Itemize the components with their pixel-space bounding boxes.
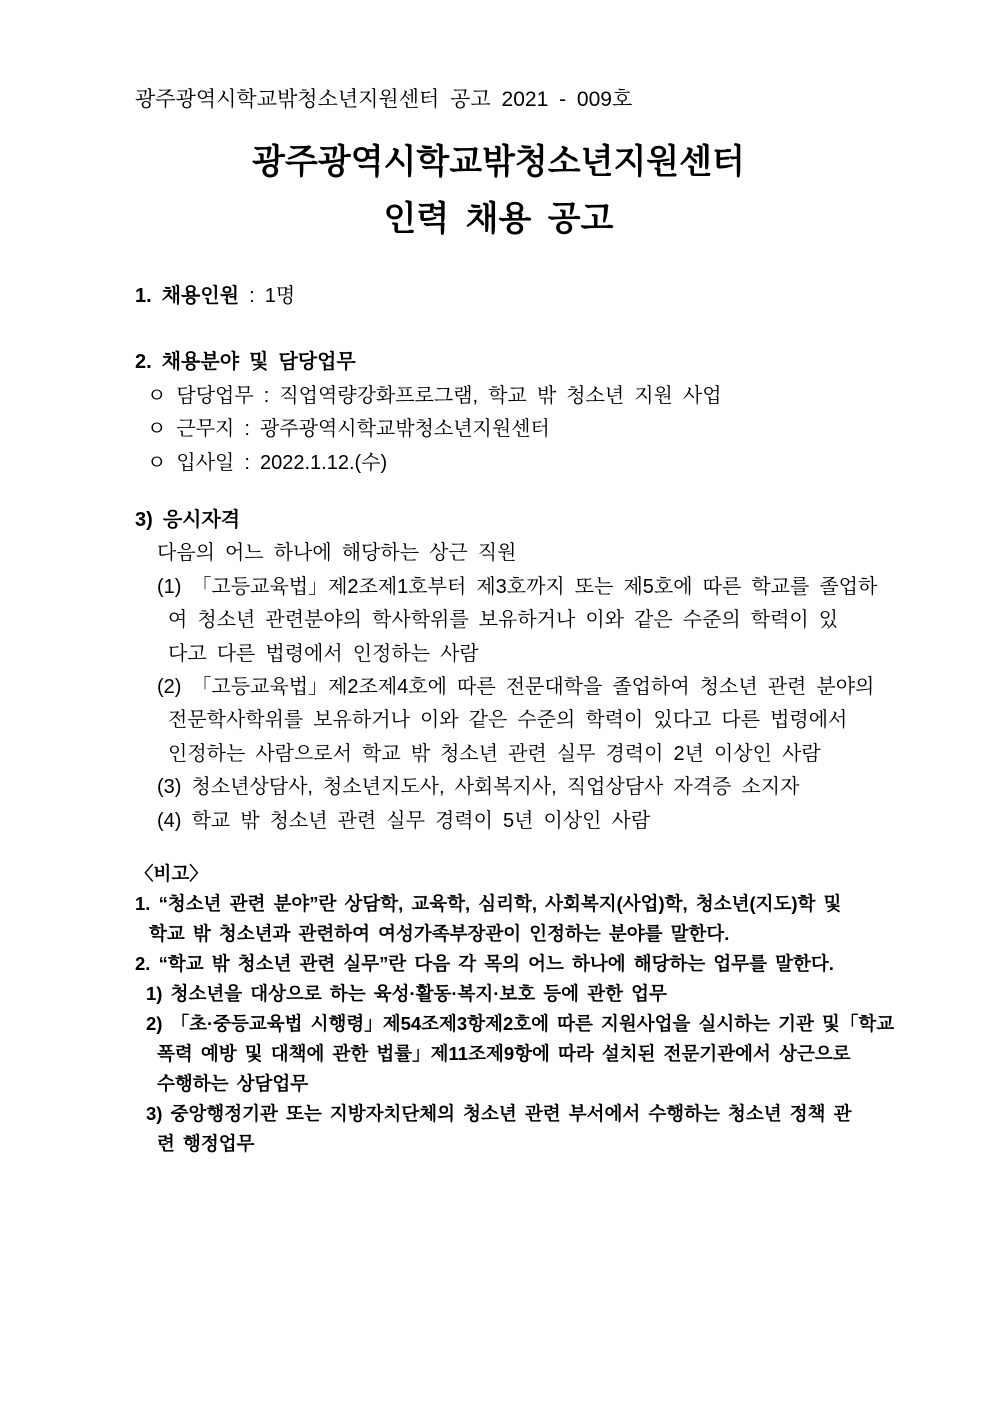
duty-item bbox=[135, 380, 862, 413]
text-segment: 여 청소년 관련분야의 학사학위를 보유하거나 이와 같은 수준의 학력이 있 bbox=[168, 609, 839, 632]
remarks-item-2-sub-2-line bbox=[135, 1009, 895, 1039]
remarks-item-2-line bbox=[135, 949, 862, 979]
qualification-intro bbox=[135, 537, 862, 570]
text-segment: (3) 청소년상담사, 청소년지도사, 사회복지사, 직업상담사 자격증 소지자 bbox=[157, 776, 800, 799]
text-segment: (4) 학교 밖 청소년 관련 실무 경력이 5년 이상인 사람 bbox=[157, 809, 651, 832]
recruit-count-heading bbox=[135, 280, 862, 313]
doc-title-line1: 광주광역시학교밖청소년지원센터 bbox=[252, 143, 745, 181]
qualification-item-1 bbox=[135, 571, 878, 671]
text-segment: (2) 「고등교육법」제2조제4호에 따른 전문대학을 졸업하여 청소년 관련 분야의 bbox=[157, 676, 875, 699]
remarks-item-2-sub-2-line bbox=[135, 1039, 862, 1069]
doc-title-line2: 인력 채용 공고 bbox=[383, 200, 614, 238]
text-segment: 련 행정업무 bbox=[157, 1133, 255, 1155]
text-segment: ㅇ 근무지 : 광주광역시학교밖청소년지원센터 bbox=[147, 418, 550, 441]
qualification-item-2-line bbox=[135, 704, 862, 737]
recruit-field-heading bbox=[135, 346, 862, 379]
text-segment: 2. “학교 밖 청소년 관련 실무”란 다음 각 목의 어느 하나에 해당하는 업무를 말한다. bbox=[135, 953, 834, 975]
remarks-item-2-sub-3-line bbox=[135, 1099, 862, 1129]
text-segment: (1) 「고등교육법」제2조제1호부터 제3호까지 또는 제5호에 따른 학교를 졸업하 bbox=[157, 575, 878, 598]
doc-body bbox=[135, 280, 895, 1159]
text-segment: 다고 다른 법령에서 인정하는 사람 bbox=[168, 642, 479, 665]
qualification-item-2-line bbox=[135, 738, 862, 771]
qualification-item-1-line bbox=[135, 571, 878, 604]
recruit-count-heading-line bbox=[135, 280, 862, 313]
qualification-heading-line bbox=[135, 504, 862, 537]
remarks-item-2-sub-1 bbox=[135, 979, 862, 1009]
text-segment: 인정하는 사람으로서 학교 밖 청소년 관련 실무 경력이 2년 이상인 사람 bbox=[168, 742, 821, 765]
text-segment: 1. 채용인원 bbox=[135, 285, 240, 307]
text-segment: 폭력 예방 및 대책에 관한 법률」제11조제9항에 따라 설치된 전문기관에서 상근으로 bbox=[157, 1043, 851, 1065]
text-segment: 다음의 어느 하나에 해당하는 상근 직원 bbox=[157, 542, 517, 565]
workplace-item-line bbox=[135, 413, 862, 446]
text-segment: 학교 밖 청소년과 관련하여 여성가족부장관이 인정하는 분야를 말한다. bbox=[149, 923, 730, 945]
text-segment: 3) 중앙행정기관 또는 지방자치단체의 청소년 관련 부서에서 수행하는 청소년 정책 관 bbox=[146, 1103, 852, 1125]
qualification-item-2 bbox=[135, 671, 875, 771]
start-date-item-line bbox=[135, 447, 862, 480]
qualification-item-2-line bbox=[135, 671, 875, 704]
text-segment: 〈비고〉 bbox=[135, 863, 208, 885]
recruit-field-heading-line bbox=[135, 346, 862, 379]
text-segment: 전문학사학위를 보유하거나 이와 같은 수준의 학력이 있다고 다른 법령에서 bbox=[168, 709, 848, 732]
remarks-item-2-sub-3-line bbox=[135, 1129, 862, 1159]
remarks-heading bbox=[135, 859, 862, 889]
text-segment: ㅇ 담당업무 : 직업역량강화프로그램, 학교 밖 청소년 지원 사업 bbox=[147, 384, 722, 407]
remarks-item-2-sub-3 bbox=[135, 1099, 862, 1159]
qualification-item-3 bbox=[135, 771, 862, 804]
remarks-item-2-sub-1-line bbox=[135, 979, 862, 1009]
remarks-item-1 bbox=[135, 889, 862, 949]
text-segment: ㅇ 입사일 : 2022.1.12.(수) bbox=[147, 451, 388, 474]
doc-number: 광주광역시학교밖청소년지원센터 공고 2021 - 009호 bbox=[135, 88, 633, 111]
remarks-item-2-sub-2-line bbox=[135, 1069, 862, 1099]
text-segment: 1. “청소년 관련 분야”란 상담학, 교육학, 심리학, 사회복지(사업)학, 청소년(지도)학 및 bbox=[135, 893, 842, 915]
duty-item-line bbox=[135, 380, 862, 413]
qualification-item-1-line bbox=[135, 638, 862, 671]
qualification-item-4-line bbox=[135, 805, 862, 838]
text-segment: 3) 응시자격 bbox=[135, 509, 241, 532]
qualification-item-3-line bbox=[135, 771, 862, 804]
text-segment: 수행하는 상담업무 bbox=[157, 1073, 309, 1095]
doc-title bbox=[135, 134, 862, 248]
workplace-item bbox=[135, 413, 862, 446]
remarks-item-1-line bbox=[135, 919, 862, 949]
remarks-item-1-line bbox=[135, 889, 862, 919]
text-segment: 2. 채용분야 및 담당업무 bbox=[135, 351, 356, 374]
qualification-item-4 bbox=[135, 805, 862, 838]
start-date-item bbox=[135, 447, 862, 480]
remarks-heading-line bbox=[135, 859, 862, 889]
text-segment: 2) 「초·중등교육법 시행령」제54조제3항제2호에 따른 지원사업을 실시하는 기관 및「학교 bbox=[146, 1013, 895, 1035]
qualification-heading bbox=[135, 504, 862, 537]
remarks-item-2-sub-2 bbox=[135, 1009, 895, 1099]
qualification-item-1-line bbox=[135, 604, 862, 637]
qualification-intro-line bbox=[135, 537, 862, 570]
remarks-item-2 bbox=[135, 949, 862, 979]
text-segment: 1) 청소년을 대상으로 하는 육성·활동·복지·보호 등에 관한 업무 bbox=[146, 983, 667, 1005]
text-segment: : 1명 bbox=[239, 285, 296, 307]
